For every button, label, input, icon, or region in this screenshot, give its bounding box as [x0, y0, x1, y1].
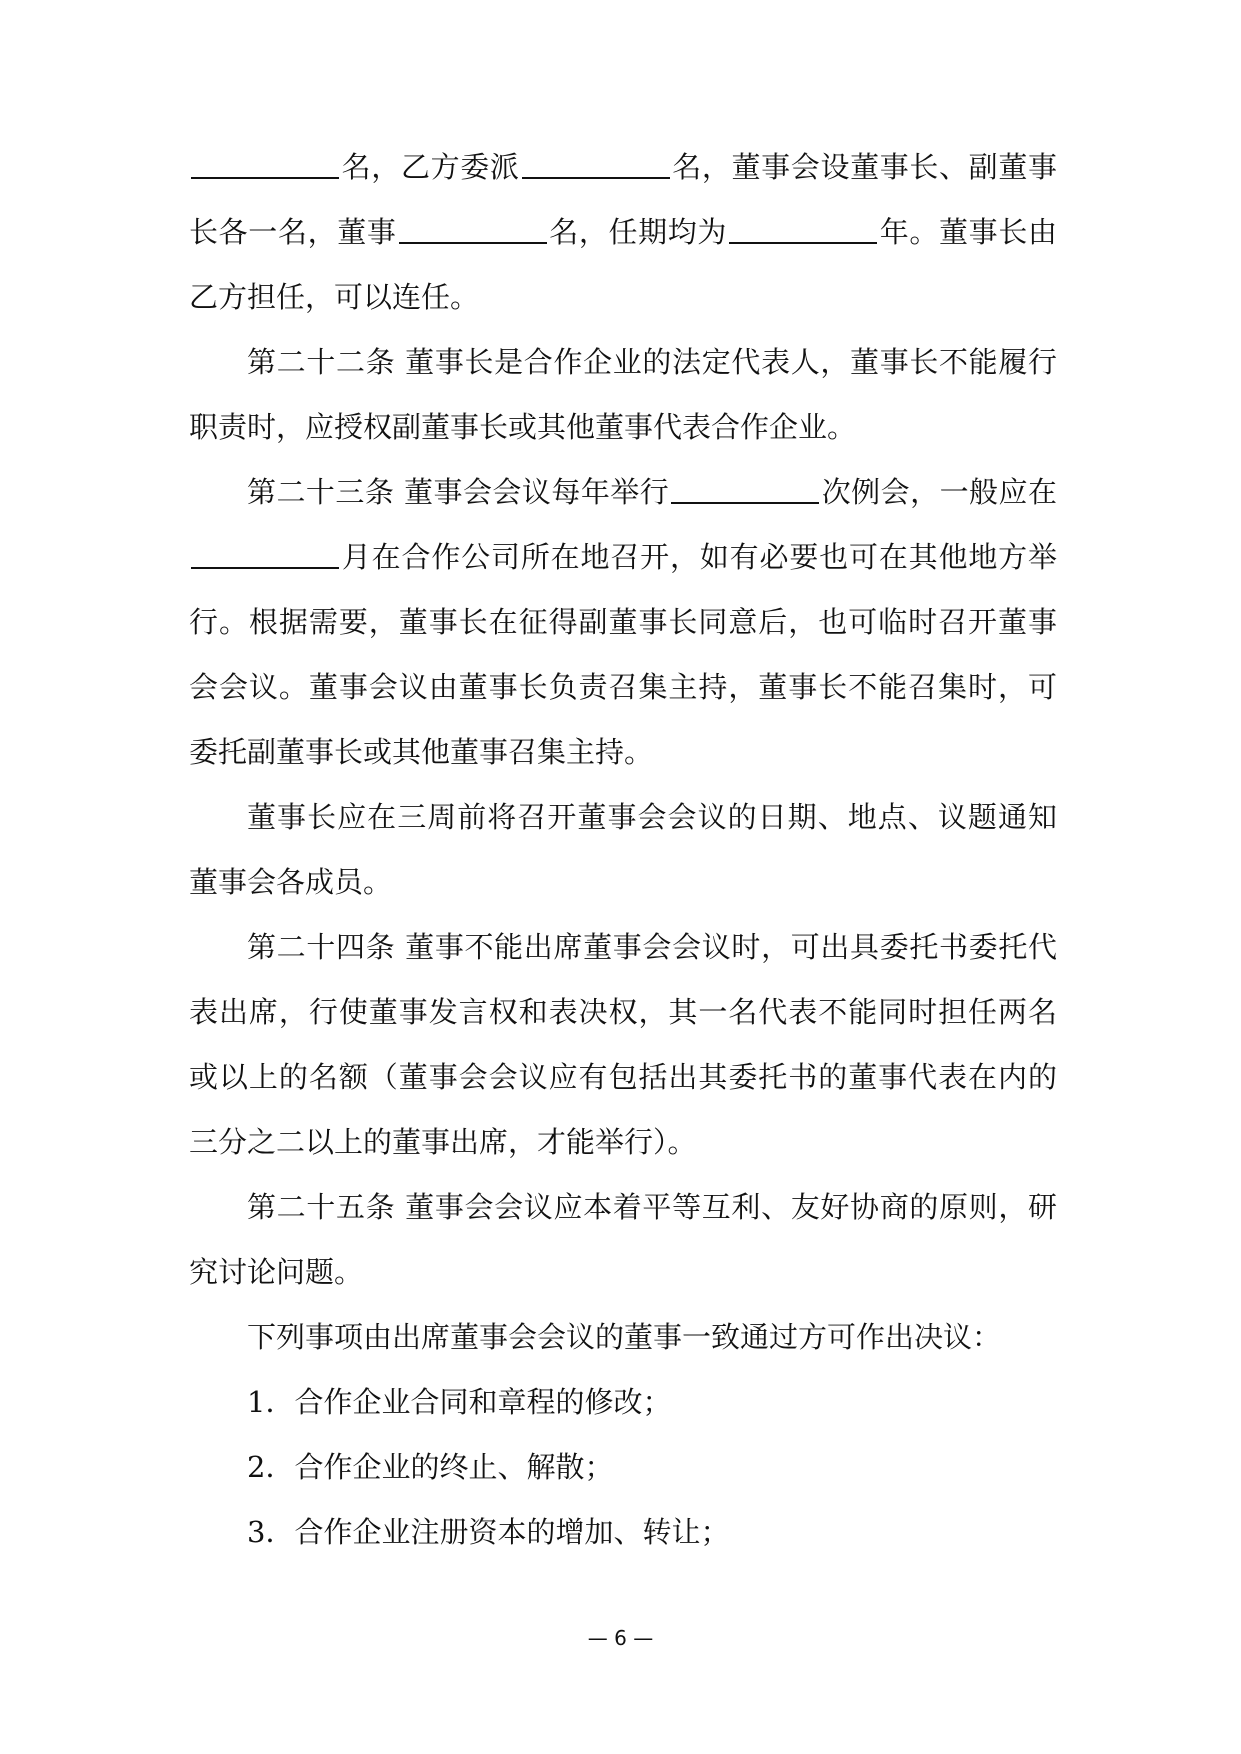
blank-field — [191, 541, 339, 569]
list-item — [189, 1500, 1057, 1565]
paragraph-directors-appointment: 名，乙方委派 名，董事会设董事长、副董事长各一名，董事 名，任期均为 年。董事长由乙方担任，可以连任。 — [189, 150, 1057, 314]
paragraph-article-24: 第二十四条 董事不能出席董事会会议时，可出具委托书委托代表出席，行使董事发言权和表决权，其一名代表不能同时担任两名或以上的名额（董事会会议应有包括出其委托书的董事代表在内的三分之二以上的董事出席，才能举行）。 — [189, 930, 1057, 1159]
list-item — [189, 1435, 1057, 1500]
list-item-number: 2． — [247, 1450, 295, 1484]
list-item-number: 1． — [247, 1385, 295, 1419]
blank-field — [522, 151, 670, 179]
blank-field — [191, 151, 339, 179]
paragraph-article-23: 第二十三条 董事会会议每年举行 次例会，一般应在月在合作公司所在地召开，如有必要也可在其他地方举行。根据需要，董事长在征得副董事长同意后，也可临时召开董事会会议。董事会议由董事长负责召集主持，董事长不能召集时，可委托副董事长或其他董事召集主持。 — [189, 475, 1057, 769]
blank-field — [671, 476, 819, 504]
list-item — [189, 1370, 1057, 1435]
paragraph-article-25: 第二十五条 董事会会议应本着平等互利、友好协商的原则，研究讨论问题。 — [189, 1190, 1057, 1289]
paragraph-meeting-notice: 董事长应在三周前将召开董事会会议的日期、地点、议题通知董事会各成员。 — [189, 800, 1057, 899]
list-item-number: 3． — [247, 1515, 295, 1549]
page-number: — 6 — — [587, 1626, 654, 1650]
blank-field — [399, 216, 547, 244]
paragraph-unanimous-matters: 下列事项由出席董事会会议的董事一致通过方可作出决议： — [247, 1320, 1002, 1354]
list-item-text: 合作企业合同和章程的修改； — [294, 1385, 672, 1419]
blank-field — [729, 216, 877, 244]
document-body — [189, 135, 1057, 1565]
list-item-text: 合作企业的终止、解散； — [294, 1450, 614, 1484]
paragraph-article-22: 第二十二条 董事长是合作企业的法定代表人，董事长不能履行职责时，应授权副董事长或其他董事代表合作企业。 — [189, 345, 1057, 444]
list-item-text: 合作企业注册资本的增加、转让； — [294, 1515, 730, 1549]
